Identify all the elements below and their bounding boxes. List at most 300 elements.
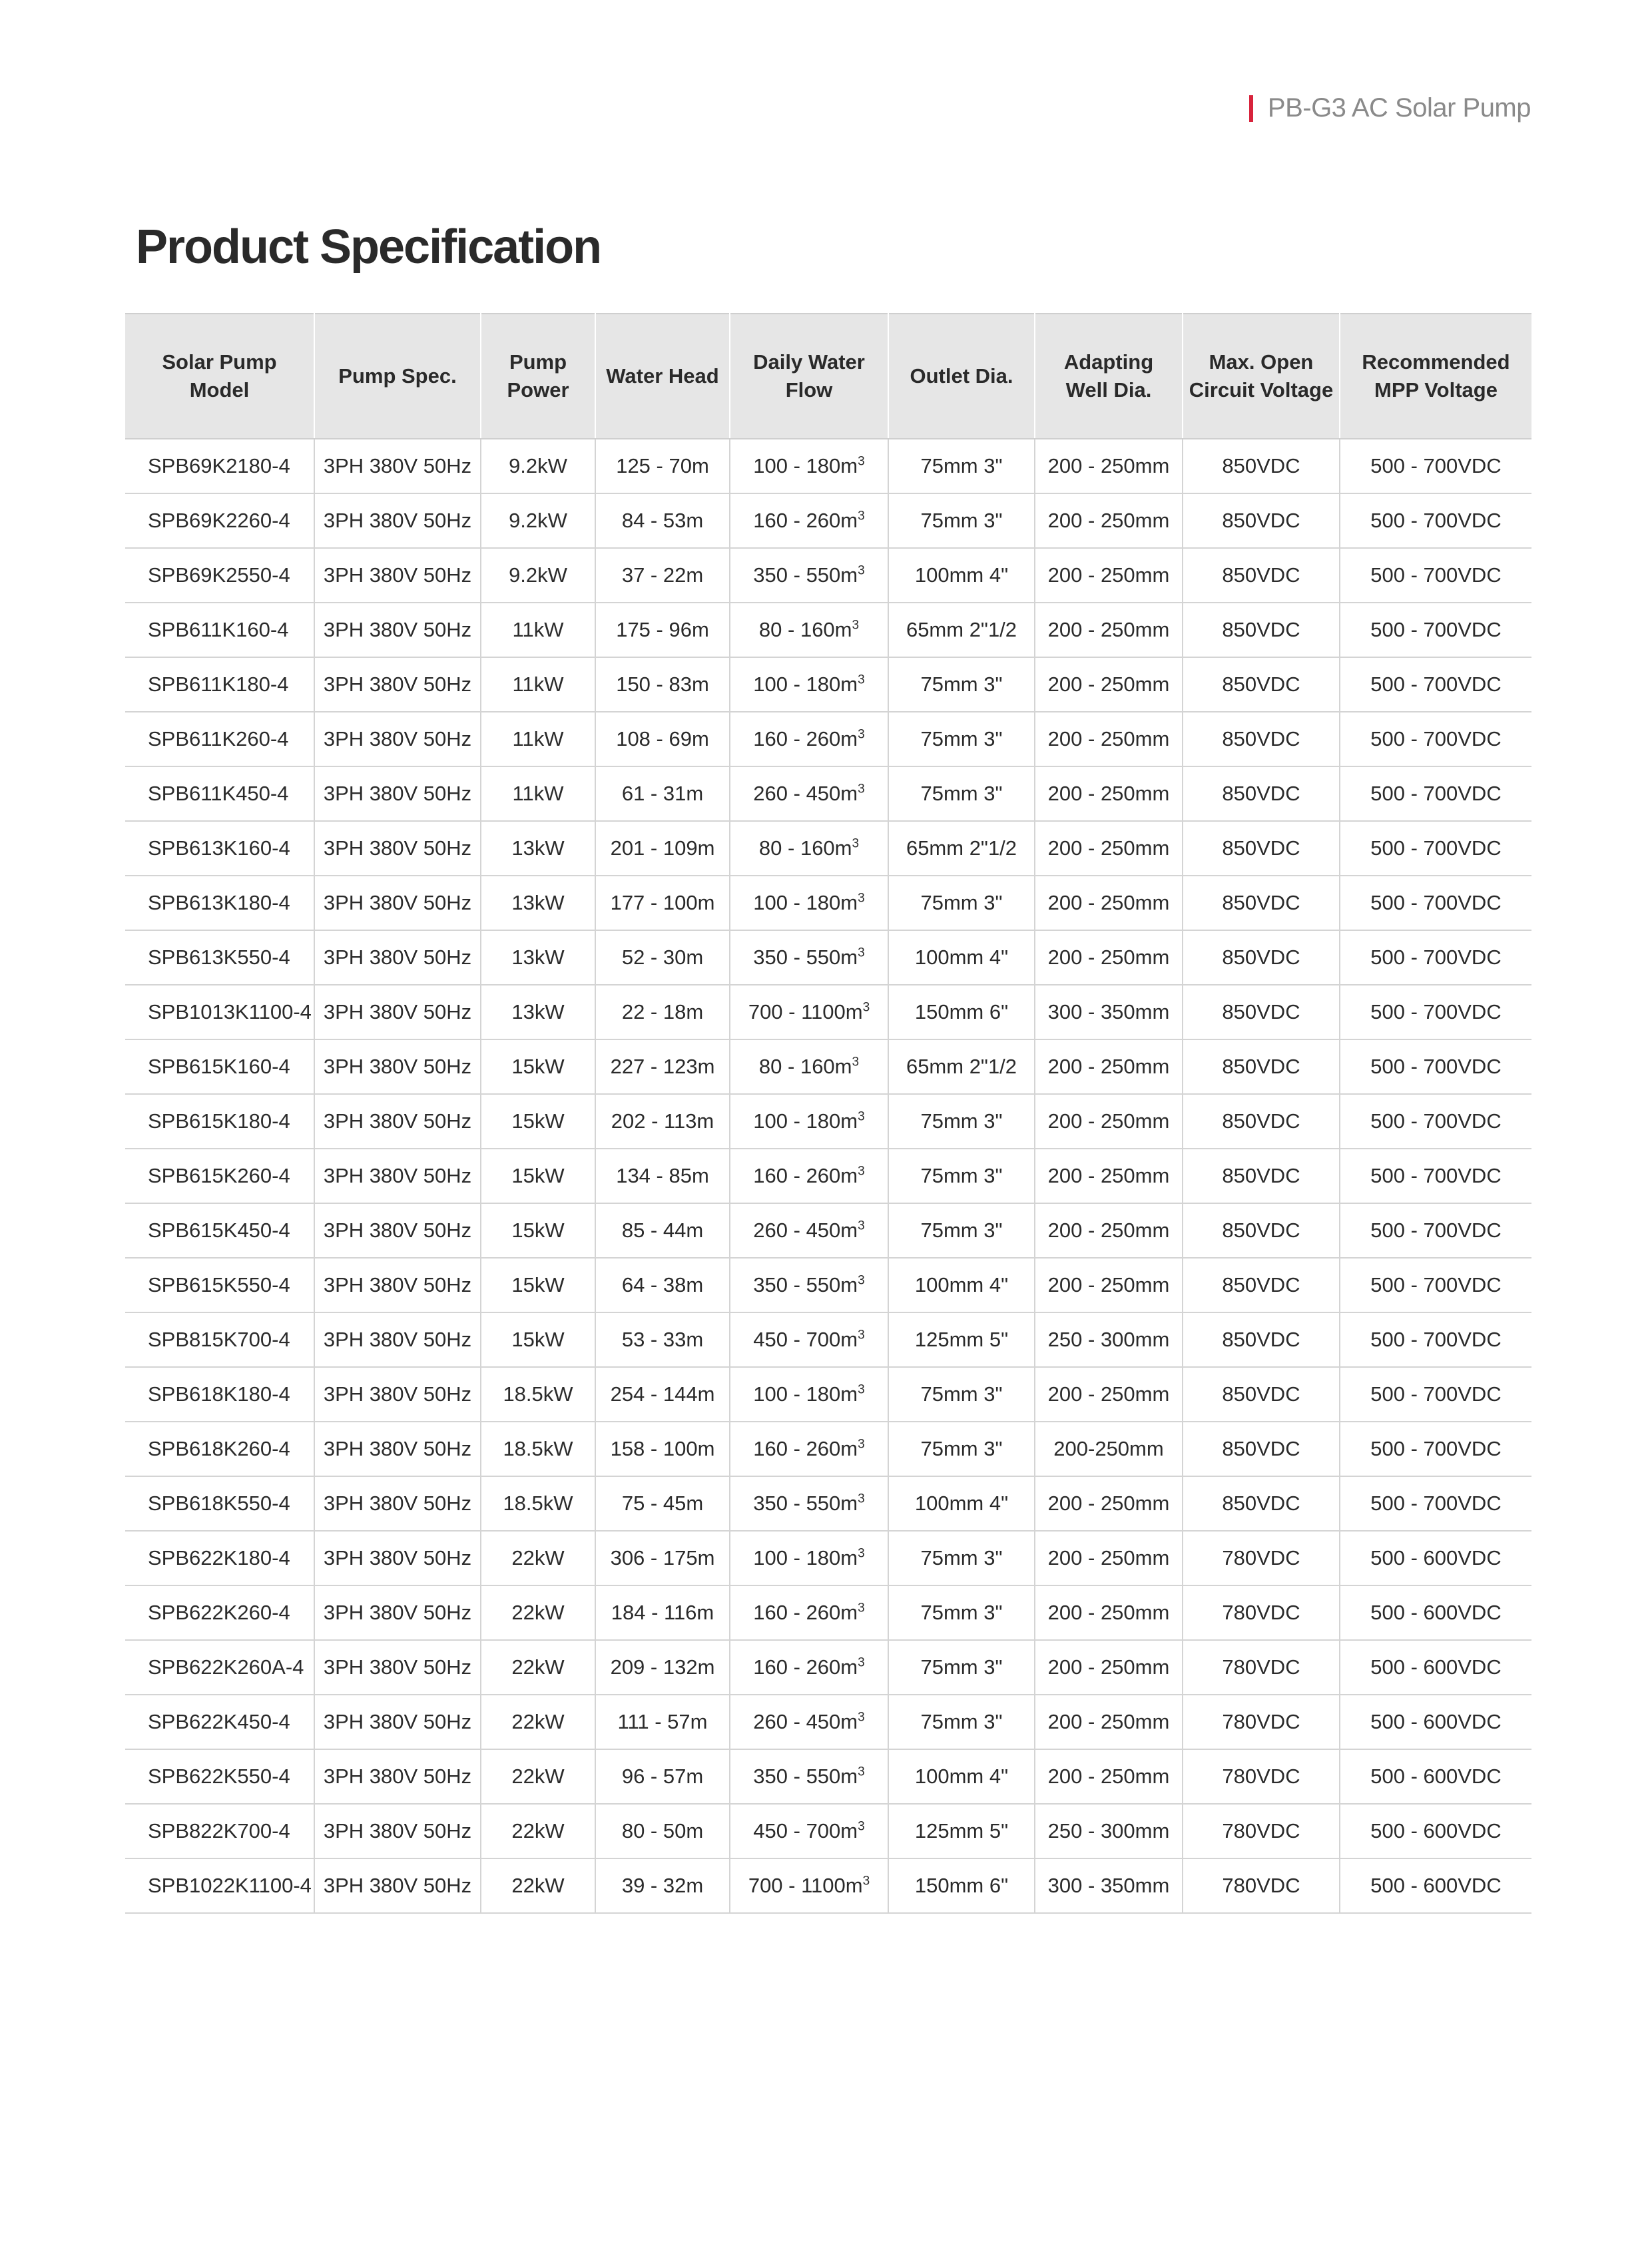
- cell-text: 500 - 700VDC: [1370, 454, 1502, 477]
- cell-power: [481, 1804, 595, 1858]
- cell-text: 850VDC: [1222, 836, 1300, 860]
- cell-text: 15kW: [511, 1219, 565, 1242]
- cell-voc: [1183, 1476, 1340, 1531]
- table-row: [125, 1039, 1531, 1094]
- cell-voc: [1183, 1367, 1340, 1422]
- cell-text: 75mm 3": [920, 1546, 1003, 1569]
- cell-mpp: [1340, 1804, 1531, 1858]
- table-row: [125, 1695, 1531, 1749]
- cell-text: 100mm 4": [914, 1765, 1009, 1788]
- cell-spec: [314, 1312, 481, 1367]
- cell-text: 209 - 132m: [610, 1655, 715, 1679]
- cell-outlet: [888, 1149, 1035, 1203]
- cell-text: 15kW: [511, 1164, 565, 1187]
- cell-text: 100 - 180m: [753, 673, 858, 696]
- cell-text: 500 - 700VDC: [1370, 1055, 1502, 1078]
- cell-well: [1035, 985, 1183, 1039]
- unit-superscript: 3: [858, 1710, 865, 1725]
- column-header-line: MPP Voltage: [1374, 378, 1498, 402]
- cell-text: SPB618K180-4: [148, 1382, 290, 1406]
- cell-text: 100mm 4": [914, 946, 1009, 969]
- spec-table: [125, 313, 1531, 1914]
- cell-text: 3PH 380V 50Hz: [323, 1000, 472, 1023]
- cell-text: 75mm 3": [920, 454, 1003, 477]
- cell-head: [595, 930, 730, 985]
- cell-text: 3PH 380V 50Hz: [323, 454, 472, 477]
- column-header-line: Pump Spec.: [338, 364, 457, 388]
- cell-text: 500 - 700VDC: [1370, 782, 1502, 805]
- cell-flow: [730, 1258, 888, 1312]
- cell-text: 200 - 250mm: [1047, 1655, 1170, 1679]
- cell-spec: [314, 712, 481, 766]
- cell-voc: [1183, 1149, 1340, 1203]
- cell-model: [125, 603, 314, 657]
- unit-superscript: 3: [862, 1874, 870, 1888]
- cell-text: 18.5kW: [503, 1382, 573, 1406]
- cell-mpp: [1340, 1640, 1531, 1695]
- cell-spec: [314, 1039, 481, 1094]
- cell-text: 200 - 250mm: [1047, 1273, 1170, 1296]
- cell-well: [1035, 930, 1183, 985]
- cell-head: [595, 876, 730, 930]
- cell-mpp: [1340, 1422, 1531, 1476]
- cell-text: 80 - 50m: [621, 1819, 704, 1842]
- cell-voc: [1183, 985, 1340, 1039]
- cell-spec: [314, 985, 481, 1039]
- cell-power: [481, 1149, 595, 1203]
- cell-text: 75mm 3": [920, 891, 1003, 914]
- cell-text: 100 - 180m: [753, 1382, 858, 1406]
- cell-text: 200 - 250mm: [1047, 1109, 1170, 1133]
- unit-superscript: 3: [858, 1601, 865, 1615]
- cell-spec: [314, 1203, 481, 1258]
- cell-text: 500 - 700VDC: [1370, 563, 1502, 587]
- cell-text: 22kW: [511, 1874, 565, 1897]
- cell-text: 850VDC: [1222, 1055, 1300, 1078]
- cell-text: 200 - 250mm: [1047, 1710, 1170, 1733]
- cell-flow: [730, 1312, 888, 1367]
- cell-text: 850VDC: [1222, 1382, 1300, 1406]
- cell-text: 500 - 600VDC: [1370, 1710, 1502, 1733]
- cell-flow: [730, 1203, 888, 1258]
- cell-spec: [314, 548, 481, 603]
- cell-text: 3PH 380V 50Hz: [323, 1492, 472, 1515]
- cell-text: 65mm 2"1/2: [906, 1055, 1017, 1078]
- cell-flow: [730, 1422, 888, 1476]
- cell-text: SPB615K450-4: [148, 1219, 290, 1242]
- column-header: [314, 314, 481, 439]
- cell-well: [1035, 1640, 1183, 1695]
- cell-voc: [1183, 930, 1340, 985]
- cell-text: SPB622K550-4: [148, 1765, 290, 1788]
- cell-outlet: [888, 548, 1035, 603]
- cell-well: [1035, 1585, 1183, 1640]
- cell-mpp: [1340, 493, 1531, 548]
- cell-mpp: [1340, 1258, 1531, 1312]
- cell-power: [481, 1094, 595, 1149]
- cell-text: 150mm 6": [914, 1000, 1009, 1023]
- cell-text: SPB613K550-4: [148, 946, 290, 969]
- cell-flow: [730, 1149, 888, 1203]
- table-row: [125, 985, 1531, 1039]
- cell-voc: [1183, 1258, 1340, 1312]
- cell-spec: [314, 657, 481, 712]
- table-row: [125, 930, 1531, 985]
- cell-text: 65mm 2"1/2: [906, 618, 1017, 641]
- column-header-line: Well Dia.: [1065, 378, 1152, 402]
- cell-text: 500 - 700VDC: [1370, 946, 1502, 969]
- cell-voc: [1183, 1422, 1340, 1476]
- cell-flow: [730, 1094, 888, 1149]
- cell-power: [481, 1531, 595, 1585]
- cell-power: [481, 1039, 595, 1094]
- cell-text: 3PH 380V 50Hz: [323, 1710, 472, 1733]
- cell-text: 500 - 600VDC: [1370, 1819, 1502, 1842]
- cell-model: [125, 1640, 314, 1695]
- cell-text: 200 - 250mm: [1047, 673, 1170, 696]
- cell-well: [1035, 1422, 1183, 1476]
- cell-text: 160 - 260m: [753, 1437, 858, 1460]
- cell-power: [481, 821, 595, 876]
- table-row: [125, 1367, 1531, 1422]
- cell-spec: [314, 876, 481, 930]
- unit-superscript: 3: [852, 836, 860, 851]
- cell-head: [595, 1422, 730, 1476]
- cell-mpp: [1340, 876, 1531, 930]
- cell-text: SPB69K2260-4: [148, 509, 290, 532]
- cell-flow: [730, 766, 888, 821]
- cell-well: [1035, 603, 1183, 657]
- cell-text: 9.2kW: [509, 454, 567, 477]
- column-header-line: Daily Water: [753, 350, 865, 374]
- cell-outlet: [888, 1422, 1035, 1476]
- cell-voc: [1183, 493, 1340, 548]
- cell-text: 200 - 250mm: [1047, 891, 1170, 914]
- cell-text: 500 - 700VDC: [1370, 1437, 1502, 1460]
- column-header-line: Model: [189, 378, 250, 402]
- cell-text: 780VDC: [1222, 1655, 1300, 1679]
- cell-mpp: [1340, 1476, 1531, 1531]
- cell-power: [481, 657, 595, 712]
- cell-text: 250 - 300mm: [1047, 1328, 1170, 1351]
- cell-text: SPB1022K1100-4: [148, 1874, 312, 1897]
- cell-outlet: [888, 1585, 1035, 1640]
- cell-text: 75mm 3": [920, 509, 1003, 532]
- cell-outlet: [888, 1203, 1035, 1258]
- cell-well: [1035, 1804, 1183, 1858]
- cell-text: 80 - 160m: [758, 836, 852, 860]
- cell-well: [1035, 439, 1183, 493]
- cell-model: [125, 930, 314, 985]
- cell-text: 850VDC: [1222, 727, 1300, 750]
- cell-text: 3PH 380V 50Hz: [323, 1109, 472, 1133]
- cell-power: [481, 1695, 595, 1749]
- cell-head: [595, 1258, 730, 1312]
- cell-mpp: [1340, 712, 1531, 766]
- unit-superscript: 3: [858, 1382, 865, 1397]
- cell-head: [595, 821, 730, 876]
- cell-text: SPB611K160-4: [148, 618, 289, 641]
- cell-text: 780VDC: [1222, 1710, 1300, 1733]
- cell-power: [481, 1749, 595, 1804]
- cell-voc: [1183, 1804, 1340, 1858]
- cell-model: [125, 1858, 314, 1913]
- cell-text: 200 - 250mm: [1047, 454, 1170, 477]
- cell-text: SPB615K160-4: [148, 1055, 290, 1078]
- cell-text: 100 - 180m: [753, 454, 858, 477]
- cell-text: 15kW: [511, 1055, 565, 1078]
- cell-flow: [730, 821, 888, 876]
- cell-outlet: [888, 1804, 1035, 1858]
- cell-mpp: [1340, 1367, 1531, 1422]
- cell-power: [481, 493, 595, 548]
- cell-mpp: [1340, 1858, 1531, 1913]
- cell-voc: [1183, 548, 1340, 603]
- cell-text: 177 - 100m: [610, 891, 715, 914]
- unit-superscript: 3: [858, 891, 865, 906]
- column-header: [595, 314, 730, 439]
- cell-head: [595, 1749, 730, 1804]
- cell-mpp: [1340, 1585, 1531, 1640]
- cell-text: 134 - 85m: [616, 1164, 709, 1187]
- cell-text: 100 - 180m: [753, 1109, 858, 1133]
- cell-text: 75mm 3": [920, 1655, 1003, 1679]
- cell-model: [125, 1149, 314, 1203]
- cell-outlet: [888, 712, 1035, 766]
- cell-text: 11kW: [512, 782, 564, 805]
- cell-flow: [730, 439, 888, 493]
- cell-power: [481, 930, 595, 985]
- cell-outlet: [888, 766, 1035, 821]
- cell-text: 75mm 3": [920, 782, 1003, 805]
- cell-text: 500 - 700VDC: [1370, 1328, 1502, 1351]
- cell-text: 75mm 3": [920, 727, 1003, 750]
- cell-outlet: [888, 876, 1035, 930]
- cell-mpp: [1340, 1531, 1531, 1585]
- cell-well: [1035, 1367, 1183, 1422]
- cell-text: SPB822K700-4: [148, 1819, 290, 1842]
- cell-text: 200 - 250mm: [1047, 1382, 1170, 1406]
- cell-head: [595, 1476, 730, 1531]
- cell-text: 350 - 550m: [753, 946, 858, 969]
- cell-text: 75mm 3": [920, 1382, 1003, 1406]
- cell-text: 125mm 5": [914, 1328, 1009, 1351]
- table-row: [125, 657, 1531, 712]
- cell-power: [481, 1640, 595, 1695]
- cell-text: 3PH 380V 50Hz: [323, 891, 472, 914]
- cell-well: [1035, 1094, 1183, 1149]
- cell-head: [595, 1203, 730, 1258]
- cell-mpp: [1340, 657, 1531, 712]
- unit-superscript: 3: [852, 1055, 860, 1069]
- cell-text: 11kW: [512, 618, 564, 641]
- cell-text: SPB613K160-4: [148, 836, 290, 860]
- cell-spec: [314, 1367, 481, 1422]
- cell-head: [595, 1531, 730, 1585]
- column-header-line: Power: [507, 378, 569, 402]
- cell-text: 260 - 450m: [753, 1219, 858, 1242]
- cell-text: 160 - 260m: [753, 1655, 858, 1679]
- cell-voc: [1183, 1039, 1340, 1094]
- cell-flow: [730, 1749, 888, 1804]
- cell-text: 3PH 380V 50Hz: [323, 1601, 472, 1624]
- cell-head: [595, 603, 730, 657]
- cell-text: SPB613K180-4: [148, 891, 290, 914]
- column-header-line: Recommended: [1362, 350, 1510, 374]
- cell-outlet: [888, 1858, 1035, 1913]
- column-header: [730, 314, 888, 439]
- cell-text: 160 - 260m: [753, 509, 858, 532]
- cell-flow: [730, 1858, 888, 1913]
- column-header-line: Outlet Dia.: [910, 364, 1013, 388]
- cell-mpp: [1340, 930, 1531, 985]
- cell-flow: [730, 1476, 888, 1531]
- cell-text: 200 - 250mm: [1047, 727, 1170, 750]
- cell-text: 500 - 600VDC: [1370, 1765, 1502, 1788]
- unit-superscript: 3: [858, 727, 865, 742]
- cell-text: 108 - 69m: [616, 727, 709, 750]
- cell-text: 80 - 160m: [758, 618, 852, 641]
- cell-text: 200 - 250mm: [1047, 1546, 1170, 1569]
- cell-well: [1035, 493, 1183, 548]
- cell-text: 850VDC: [1222, 673, 1300, 696]
- cell-model: [125, 1804, 314, 1858]
- cell-text: 75mm 3": [920, 1219, 1003, 1242]
- cell-head: [595, 712, 730, 766]
- cell-text: SPB615K180-4: [148, 1109, 290, 1133]
- cell-spec: [314, 1258, 481, 1312]
- cell-text: 160 - 260m: [753, 1164, 858, 1187]
- cell-text: 22kW: [511, 1655, 565, 1679]
- cell-voc: [1183, 1749, 1340, 1804]
- cell-spec: [314, 1585, 481, 1640]
- cell-model: [125, 1695, 314, 1749]
- cell-outlet: [888, 603, 1035, 657]
- unit-superscript: 3: [858, 1109, 865, 1124]
- table-row: [125, 712, 1531, 766]
- cell-text: 850VDC: [1222, 454, 1300, 477]
- cell-flow: [730, 1039, 888, 1094]
- cell-text: 3PH 380V 50Hz: [323, 1546, 472, 1569]
- cell-well: [1035, 766, 1183, 821]
- table-header-row: [125, 314, 1531, 439]
- cell-text: 200 - 250mm: [1047, 1164, 1170, 1187]
- cell-text: 500 - 700VDC: [1370, 673, 1502, 696]
- cell-text: 53 - 33m: [621, 1328, 704, 1351]
- cell-text: 850VDC: [1222, 618, 1300, 641]
- table-body: [125, 439, 1531, 1913]
- cell-model: [125, 1367, 314, 1422]
- cell-text: 3PH 380V 50Hz: [323, 946, 472, 969]
- column-header-line: Max. Open: [1209, 350, 1314, 374]
- cell-spec: [314, 1749, 481, 1804]
- cell-text: 158 - 100m: [610, 1437, 715, 1460]
- cell-mpp: [1340, 985, 1531, 1039]
- cell-head: [595, 1367, 730, 1422]
- cell-text: 3PH 380V 50Hz: [323, 1765, 472, 1788]
- unit-superscript: 3: [852, 618, 860, 633]
- cell-text: 22kW: [511, 1601, 565, 1624]
- unit-superscript: 3: [858, 782, 865, 796]
- cell-model: [125, 1531, 314, 1585]
- table-row: [125, 1422, 1531, 1476]
- cell-text: 202 - 113m: [611, 1109, 714, 1133]
- cell-mpp: [1340, 1695, 1531, 1749]
- cell-text: 350 - 550m: [753, 1765, 858, 1788]
- cell-power: [481, 985, 595, 1039]
- cell-voc: [1183, 1203, 1340, 1258]
- cell-text: SPB618K260-4: [148, 1437, 290, 1460]
- cell-text: 500 - 700VDC: [1370, 891, 1502, 914]
- cell-spec: [314, 766, 481, 821]
- unit-superscript: 3: [858, 1273, 865, 1288]
- cell-text: 100mm 4": [914, 1492, 1009, 1515]
- cell-text: 850VDC: [1222, 1492, 1300, 1515]
- cell-head: [595, 1640, 730, 1695]
- cell-text: 13kW: [511, 836, 565, 860]
- cell-text: 84 - 53m: [621, 509, 704, 532]
- unit-superscript: 3: [858, 563, 865, 578]
- cell-head: [595, 1585, 730, 1640]
- cell-text: 200 - 250mm: [1047, 1055, 1170, 1078]
- cell-text: SPB1013K1100-4: [148, 1000, 312, 1023]
- cell-text: 15kW: [511, 1109, 565, 1133]
- table-row: [125, 1858, 1531, 1913]
- cell-voc: [1183, 1312, 1340, 1367]
- column-header: [1035, 314, 1183, 439]
- cell-voc: [1183, 1585, 1340, 1640]
- table-row: [125, 766, 1531, 821]
- cell-text: 3PH 380V 50Hz: [323, 1273, 472, 1296]
- cell-power: [481, 1858, 595, 1913]
- cell-text: 200 - 250mm: [1047, 1765, 1170, 1788]
- cell-text: 175 - 96m: [616, 618, 709, 641]
- cell-head: [595, 1094, 730, 1149]
- cell-well: [1035, 1695, 1183, 1749]
- cell-well: [1035, 1531, 1183, 1585]
- cell-text: 300 - 350mm: [1047, 1874, 1170, 1897]
- table-row: [125, 1585, 1531, 1640]
- cell-text: 500 - 700VDC: [1370, 1109, 1502, 1133]
- cell-text: 780VDC: [1222, 1546, 1300, 1569]
- table-row: [125, 1749, 1531, 1804]
- cell-power: [481, 548, 595, 603]
- unit-superscript: 3: [858, 1546, 865, 1561]
- cell-text: 160 - 260m: [753, 727, 858, 750]
- cell-text: 350 - 550m: [753, 563, 858, 587]
- cell-well: [1035, 1149, 1183, 1203]
- cell-text: 500 - 700VDC: [1370, 1000, 1502, 1023]
- cell-voc: [1183, 766, 1340, 821]
- cell-text: 111 - 57m: [617, 1710, 708, 1733]
- cell-head: [595, 1695, 730, 1749]
- cell-power: [481, 603, 595, 657]
- cell-model: [125, 657, 314, 712]
- cell-head: [595, 1312, 730, 1367]
- cell-text: 75mm 3": [920, 1437, 1003, 1460]
- cell-text: 3PH 380V 50Hz: [323, 1328, 472, 1351]
- cell-text: 500 - 600VDC: [1370, 1601, 1502, 1624]
- cell-outlet: [888, 493, 1035, 548]
- cell-mpp: [1340, 1312, 1531, 1367]
- cell-text: 3PH 380V 50Hz: [323, 782, 472, 805]
- cell-text: 200 - 250mm: [1047, 836, 1170, 860]
- cell-text: 18.5kW: [503, 1437, 573, 1460]
- cell-text: SPB69K2180-4: [148, 454, 290, 477]
- cell-text: 500 - 600VDC: [1370, 1655, 1502, 1679]
- cell-voc: [1183, 712, 1340, 766]
- cell-flow: [730, 1367, 888, 1422]
